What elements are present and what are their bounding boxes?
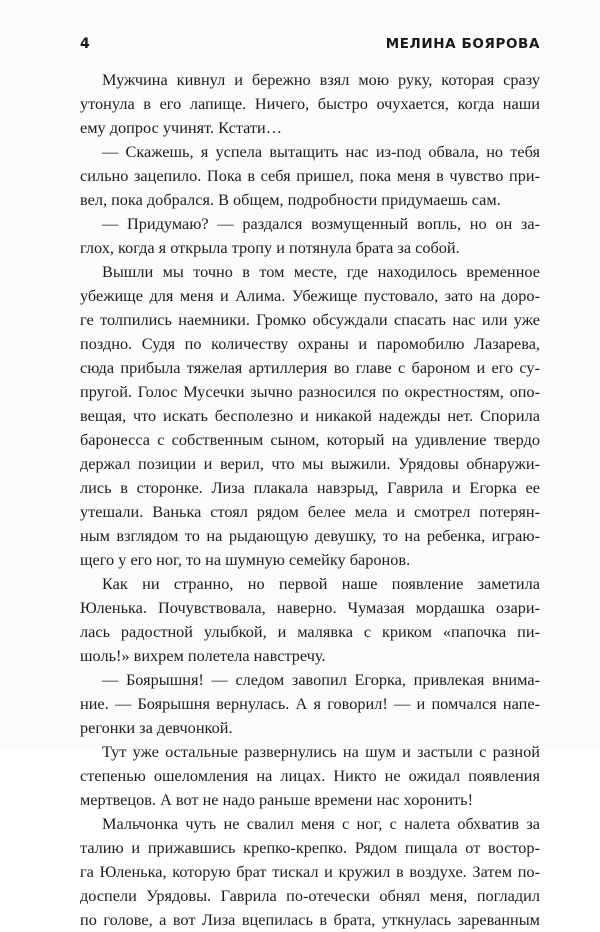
text-line: вел, пока добрался. В общем, подробности придумаешь сам.: [80, 190, 501, 209]
text-line: поздно. Судя по количеству охраны и паромобилю Лазарева,: [80, 334, 540, 353]
text-line: баронесса с собственным сыном, который на удивление твердо: [80, 430, 540, 449]
text-line: га Юленька, которую брат тискал и кружил в воздухе. Затем по-: [80, 862, 540, 881]
body-text: [80, 68, 540, 932]
text-line: ге толпились наемники. Громко обсуждали спасать нас или уже: [80, 310, 540, 329]
text-line: щего у его ног, то на шумную семейку баронов.: [80, 550, 411, 569]
text-line: степенью ошеломления на лицах. Никто не ожидал появления: [80, 766, 540, 785]
text-line: ным взглядом то на рыдающую девушку, то на ребенка, играю-: [80, 526, 540, 545]
text-line: Мужчина кивнул и бережно взял мою руку, которая сразу: [102, 70, 540, 89]
text-line: сюда прибыла тяжелая артиллерия во главе с бароном и его су-: [80, 358, 540, 377]
text-line: ему допрос учинят. Кстати…: [80, 118, 283, 137]
text-line: вещая, что искать бесполезно и никакой надежды нет. Спорила: [80, 406, 540, 425]
text-line: утешали. Ванька стоял рядом белее мела и смотрел потерян-: [80, 502, 540, 521]
text-line: — Скажешь, я успела вытащить нас из-под обвала, но тебя: [102, 142, 540, 161]
text-line: Тут уже остальные развернулись на шум и застыли с разной: [102, 742, 540, 761]
text-line: ние. — Боярышня вернулась. А я говорил! — и помчался напе-: [80, 694, 540, 713]
text-line: лись в сторонке. Лиза плакала навзрыд, Гаврила и Егорка ее: [80, 478, 540, 497]
text-line: Как ни странно, но первой наше появление заметила: [102, 574, 540, 593]
text-line: талию и прижавшись крепко-крепко. Рядом пищала от востор-: [80, 838, 540, 857]
text-line: сильно зацепило. Пока в себя пришел, пока меня в чувство при-: [80, 166, 540, 185]
text-line: шоль!» вихрем полетела навстречу.: [80, 646, 326, 665]
text-line: регонки за девчонкой.: [80, 718, 233, 737]
text-line: Вышли мы точно в том месте, где находилось временное: [102, 262, 540, 281]
text-line: доспели Урядовы. Гаврила по-отечески обнял меня, погладил: [80, 886, 540, 905]
text-line: убежище для меня и Алима. Убежище пустовало, зато на доро-: [80, 286, 540, 305]
text-line: утонула в его лапище. Ничего, быстро очухается, когда наши: [80, 94, 540, 113]
text-line: лась радостной улыбкой, и малявка с криком «папочка пи-: [80, 622, 540, 641]
text-line: пругой. Голос Мусечки зычно разносился по окрестностям, опо-: [80, 382, 540, 401]
text-line: Мальчонка чуть не свалил меня с ног, с налета обхватив за: [102, 814, 540, 833]
text-line: глох, когда я открыла тропу и потянула брата за собой.: [80, 238, 460, 257]
page-number: 4: [80, 36, 90, 52]
text-line: Юленька. Почувствовала, наверно. Чумазая мордашка озари-: [80, 598, 540, 617]
author-name: МЕЛИНА БОЯРОВА: [385, 36, 540, 52]
text-line: — Боярышня! — следом завопил Егорка, привлекая внима-: [102, 670, 540, 689]
text-line: мертвецов. А вот не надо раньше времени нас хоронить!: [80, 790, 474, 809]
running-head: [80, 36, 540, 56]
text-line: — Придумаю? — раздался возмущенный вопль, но он за-: [102, 214, 540, 233]
text-line: по голове, а вот Лиза вцепилась в брата, уткнулась зареванным: [80, 910, 540, 929]
text-line: держал позиции и верил, что мы выжили. Урядовы обнаружи-: [80, 454, 540, 473]
